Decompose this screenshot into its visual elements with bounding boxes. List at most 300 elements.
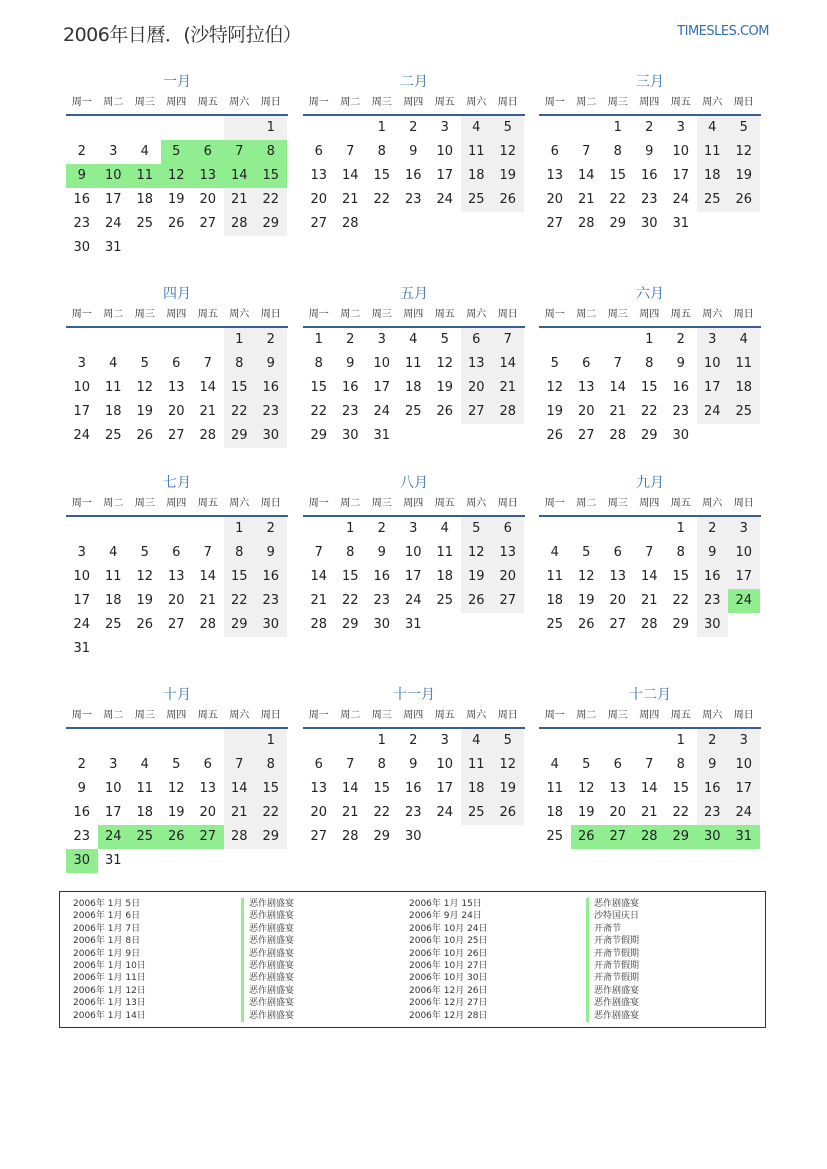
day-cell[interactable]: 8 [613, 144, 622, 159]
day-cell[interactable]: 25 [436, 593, 454, 608]
day-cell[interactable]: 7 [203, 545, 212, 560]
day-cell[interactable]: 19 [492, 164, 524, 188]
day-cell[interactable]: 11 [104, 569, 122, 584]
day-cell[interactable]: 14 [640, 781, 658, 796]
day-cell[interactable]: 28 [609, 428, 627, 443]
day-cell[interactable]: 31 [672, 216, 690, 231]
day-cell[interactable]: 7 [224, 140, 256, 164]
day-cell[interactable]: 27 [310, 829, 328, 844]
day-cell[interactable]: 6 [314, 144, 323, 159]
day-cell[interactable]: 4 [440, 521, 449, 536]
day-cell[interactable]: 8 [314, 356, 323, 371]
day-cell[interactable]: 12 [436, 356, 454, 371]
day-cell[interactable]: 14 [492, 352, 524, 376]
day-cell[interactable]: 18 [104, 593, 122, 608]
day-cell[interactable]: 7 [314, 545, 323, 560]
day-cell[interactable]: 10 [436, 757, 454, 772]
day-cell[interactable]: 13 [577, 380, 595, 395]
day-cell[interactable]: 30 [341, 428, 359, 443]
day-cell[interactable]: 10 [728, 541, 760, 565]
day-cell[interactable]: 17 [104, 192, 122, 207]
day-cell[interactable]: 20 [199, 805, 217, 820]
day-cell[interactable]: 9 [697, 541, 729, 565]
day-cell[interactable]: 29 [224, 424, 256, 448]
day-cell[interactable]: 7 [203, 356, 212, 371]
day-cell[interactable]: 4 [728, 328, 760, 352]
day-cell[interactable]: 19 [492, 777, 524, 801]
day-cell[interactable]: 23 [404, 805, 422, 820]
day-cell[interactable]: 14 [224, 164, 256, 188]
day-cell[interactable]: 8 [676, 545, 685, 560]
day-cell[interactable]: 18 [461, 777, 493, 801]
day-cell[interactable]: 3 [676, 120, 685, 135]
day-cell[interactable]: 12 [161, 164, 193, 188]
day-cell[interactable]: 6 [314, 757, 323, 772]
day-cell[interactable]: 4 [550, 545, 559, 560]
day-cell[interactable]: 25 [546, 617, 564, 632]
day-cell[interactable]: 19 [728, 164, 760, 188]
day-cell[interactable]: 13 [167, 569, 185, 584]
day-cell[interactable]: 23 [73, 829, 91, 844]
day-cell[interactable]: 24 [104, 216, 122, 231]
day-cell[interactable]: 8 [255, 753, 287, 777]
day-cell[interactable]: 15 [373, 781, 391, 796]
day-cell[interactable]: 22 [672, 593, 690, 608]
day-cell[interactable]: 3 [377, 332, 386, 347]
day-cell[interactable]: 23 [255, 589, 287, 613]
day-cell[interactable]: 7 [346, 144, 355, 159]
day-cell[interactable]: 5 [582, 545, 591, 560]
day-cell[interactable]: 13 [192, 164, 224, 188]
day-cell[interactable]: 21 [640, 805, 658, 820]
day-cell[interactable]: 7 [582, 144, 591, 159]
day-cell[interactable]: 2 [377, 521, 386, 536]
day-cell[interactable]: 15 [609, 168, 627, 183]
day-cell[interactable]: 9 [66, 164, 98, 188]
day-cell[interactable]: 5 [582, 757, 591, 772]
day-cell[interactable]: 22 [341, 593, 359, 608]
day-cell[interactable]: 26 [167, 216, 185, 231]
day-cell[interactable]: 7 [224, 753, 256, 777]
day-cell[interactable]: 27 [577, 428, 595, 443]
day-cell[interactable]: 1 [255, 729, 287, 753]
day-cell[interactable]: 27 [546, 216, 564, 231]
day-cell[interactable]: 22 [373, 192, 391, 207]
day-cell[interactable]: 14 [341, 168, 359, 183]
day-cell[interactable]: 27 [602, 825, 634, 849]
day-cell[interactable]: 5 [140, 545, 149, 560]
day-cell[interactable]: 25 [104, 617, 122, 632]
day-cell[interactable]: 7 [613, 356, 622, 371]
day-cell[interactable]: 30 [66, 849, 98, 873]
day-cell[interactable]: 26 [577, 617, 595, 632]
day-cell[interactable]: 2 [697, 729, 729, 753]
day-cell[interactable]: 1 [613, 120, 622, 135]
day-cell[interactable]: 16 [341, 380, 359, 395]
day-cell[interactable]: 23 [640, 192, 658, 207]
day-cell[interactable]: 8 [255, 140, 287, 164]
day-cell[interactable]: 27 [192, 825, 224, 849]
day-cell[interactable]: 29 [255, 212, 287, 236]
day-cell[interactable]: 13 [609, 781, 627, 796]
day-cell[interactable]: 20 [492, 565, 524, 589]
day-cell[interactable]: 1 [224, 328, 256, 352]
day-cell[interactable]: 20 [310, 192, 328, 207]
day-cell[interactable]: 21 [341, 192, 359, 207]
day-cell[interactable]: 28 [341, 829, 359, 844]
day-cell[interactable]: 20 [546, 192, 564, 207]
day-cell[interactable]: 27 [609, 617, 627, 632]
day-cell[interactable]: 19 [461, 565, 493, 589]
day-cell[interactable]: 17 [728, 777, 760, 801]
day-cell[interactable]: 16 [672, 380, 690, 395]
day-cell[interactable]: 1 [255, 116, 287, 140]
day-cell[interactable]: 23 [341, 404, 359, 419]
day-cell[interactable]: 25 [461, 188, 493, 212]
day-cell[interactable]: 21 [577, 192, 595, 207]
day-cell[interactable]: 10 [73, 380, 91, 395]
day-cell[interactable]: 11 [136, 781, 154, 796]
day-cell[interactable]: 21 [224, 801, 256, 825]
day-cell[interactable]: 26 [492, 801, 524, 825]
day-cell[interactable]: 12 [492, 753, 524, 777]
day-cell[interactable]: 28 [577, 216, 595, 231]
day-cell[interactable]: 30 [640, 216, 658, 231]
day-cell[interactable]: 2 [645, 120, 654, 135]
day-cell[interactable]: 4 [697, 116, 729, 140]
day-cell[interactable]: 9 [377, 545, 386, 560]
day-cell[interactable]: 25 [546, 829, 564, 844]
day-cell[interactable]: 19 [436, 380, 454, 395]
day-cell[interactable]: 1 [377, 120, 386, 135]
day-cell[interactable]: 6 [203, 757, 212, 772]
day-cell[interactable]: 24 [672, 192, 690, 207]
day-cell[interactable]: 13 [199, 781, 217, 796]
day-cell[interactable]: 21 [640, 593, 658, 608]
day-cell[interactable]: 25 [404, 404, 422, 419]
day-cell[interactable]: 5 [492, 729, 524, 753]
day-cell[interactable]: 16 [404, 168, 422, 183]
day-cell[interactable]: 26 [136, 428, 154, 443]
day-cell[interactable]: 8 [377, 144, 386, 159]
day-cell[interactable]: 14 [199, 380, 217, 395]
day-cell[interactable]: 17 [73, 404, 91, 419]
day-cell[interactable]: 3 [697, 328, 729, 352]
day-cell[interactable]: 1 [314, 332, 323, 347]
day-cell[interactable]: 15 [224, 565, 256, 589]
day-cell[interactable]: 25 [104, 428, 122, 443]
day-cell[interactable]: 23 [73, 216, 91, 231]
day-cell[interactable]: 14 [199, 569, 217, 584]
day-cell[interactable]: 3 [440, 120, 449, 135]
day-cell[interactable]: 12 [546, 380, 564, 395]
day-cell[interactable]: 4 [409, 332, 418, 347]
day-cell[interactable]: 15 [224, 376, 256, 400]
day-cell[interactable]: 12 [728, 140, 760, 164]
day-cell[interactable]: 24 [73, 617, 91, 632]
day-cell[interactable]: 9 [645, 144, 654, 159]
day-cell[interactable]: 3 [728, 517, 760, 541]
day-cell[interactable]: 21 [492, 376, 524, 400]
day-cell[interactable]: 5 [550, 356, 559, 371]
day-cell[interactable]: 24 [436, 192, 454, 207]
day-cell[interactable]: 9 [697, 753, 729, 777]
day-cell[interactable]: 30 [255, 613, 287, 637]
day-cell[interactable]: 12 [577, 781, 595, 796]
day-cell[interactable]: 29 [310, 428, 328, 443]
day-cell[interactable]: 10 [98, 164, 130, 188]
day-cell[interactable]: 24 [98, 825, 130, 849]
day-cell[interactable]: 30 [697, 613, 729, 637]
day-cell[interactable]: 18 [546, 593, 564, 608]
day-cell[interactable]: 2 [346, 332, 355, 347]
day-cell[interactable]: 3 [77, 545, 86, 560]
day-cell[interactable]: 13 [609, 569, 627, 584]
day-cell[interactable]: 19 [136, 404, 154, 419]
day-cell[interactable]: 22 [672, 805, 690, 820]
day-cell[interactable]: 30 [73, 240, 91, 255]
day-cell[interactable]: 5 [140, 356, 149, 371]
day-cell[interactable]: 29 [672, 617, 690, 632]
day-cell[interactable]: 2 [409, 733, 418, 748]
day-cell[interactable]: 17 [373, 380, 391, 395]
day-cell[interactable]: 19 [577, 805, 595, 820]
day-cell[interactable]: 10 [672, 144, 690, 159]
day-cell[interactable]: 18 [104, 404, 122, 419]
day-cell[interactable]: 16 [73, 192, 91, 207]
day-cell[interactable]: 21 [224, 188, 256, 212]
day-cell[interactable]: 18 [436, 569, 454, 584]
day-cell[interactable]: 27 [310, 216, 328, 231]
day-cell[interactable]: 29 [224, 613, 256, 637]
day-cell[interactable]: 16 [640, 168, 658, 183]
day-cell[interactable]: 20 [199, 192, 217, 207]
day-cell[interactable]: 5 [461, 517, 493, 541]
day-cell[interactable]: 27 [167, 617, 185, 632]
day-cell[interactable]: 13 [167, 380, 185, 395]
day-cell[interactable]: 31 [104, 240, 122, 255]
day-cell[interactable]: 15 [672, 781, 690, 796]
day-cell[interactable]: 2 [77, 144, 86, 159]
day-cell[interactable]: 15 [310, 380, 328, 395]
day-cell[interactable]: 5 [492, 116, 524, 140]
day-cell[interactable]: 10 [728, 753, 760, 777]
day-cell[interactable]: 29 [609, 216, 627, 231]
day-cell[interactable]: 6 [582, 356, 591, 371]
day-cell[interactable]: 27 [199, 216, 217, 231]
day-cell[interactable]: 8 [676, 757, 685, 772]
day-cell[interactable]: 6 [192, 140, 224, 164]
day-cell[interactable]: 8 [346, 545, 355, 560]
day-cell[interactable]: 8 [377, 757, 386, 772]
day-cell[interactable]: 19 [167, 805, 185, 820]
day-cell[interactable]: 13 [492, 541, 524, 565]
day-cell[interactable]: 24 [728, 801, 760, 825]
day-cell[interactable]: 13 [310, 168, 328, 183]
day-cell[interactable]: 4 [461, 729, 493, 753]
day-cell[interactable]: 11 [129, 164, 161, 188]
day-cell[interactable]: 16 [697, 777, 729, 801]
day-cell[interactable]: 9 [409, 144, 418, 159]
day-cell[interactable]: 20 [167, 404, 185, 419]
day-cell[interactable]: 17 [728, 565, 760, 589]
day-cell[interactable]: 30 [373, 617, 391, 632]
day-cell[interactable]: 16 [255, 565, 287, 589]
day-cell[interactable]: 11 [697, 140, 729, 164]
day-cell[interactable]: 28 [199, 617, 217, 632]
day-cell[interactable]: 8 [224, 352, 256, 376]
day-cell[interactable]: 18 [136, 192, 154, 207]
day-cell[interactable]: 18 [546, 805, 564, 820]
day-cell[interactable]: 11 [461, 140, 493, 164]
day-cell[interactable]: 26 [136, 617, 154, 632]
day-cell[interactable]: 6 [172, 356, 181, 371]
day-cell[interactable]: 18 [697, 164, 729, 188]
day-cell[interactable]: 30 [404, 829, 422, 844]
day-cell[interactable]: 29 [665, 825, 697, 849]
day-cell[interactable]: 3 [109, 757, 118, 772]
day-cell[interactable]: 10 [436, 144, 454, 159]
day-cell[interactable]: 22 [640, 404, 658, 419]
day-cell[interactable]: 26 [728, 188, 760, 212]
day-cell[interactable]: 7 [645, 545, 654, 560]
day-cell[interactable]: 23 [697, 801, 729, 825]
day-cell[interactable]: 10 [373, 356, 391, 371]
day-cell[interactable]: 11 [404, 356, 422, 371]
day-cell[interactable]: 18 [728, 376, 760, 400]
day-cell[interactable]: 1 [676, 521, 685, 536]
day-cell[interactable]: 1 [346, 521, 355, 536]
day-cell[interactable]: 8 [224, 541, 256, 565]
day-cell[interactable]: 4 [461, 116, 493, 140]
day-cell[interactable]: 4 [140, 144, 149, 159]
day-cell[interactable]: 25 [461, 801, 493, 825]
day-cell[interactable]: 24 [697, 400, 729, 424]
day-cell[interactable]: 14 [341, 781, 359, 796]
day-cell[interactable]: 16 [255, 376, 287, 400]
day-cell[interactable]: 21 [199, 593, 217, 608]
day-cell[interactable]: 16 [373, 569, 391, 584]
day-cell[interactable]: 28 [199, 428, 217, 443]
day-cell[interactable]: 3 [409, 521, 418, 536]
day-cell[interactable]: 14 [640, 569, 658, 584]
day-cell[interactable]: 2 [697, 517, 729, 541]
day-cell[interactable]: 5 [161, 140, 193, 164]
day-cell[interactable]: 16 [404, 781, 422, 796]
day-cell[interactable]: 30 [672, 428, 690, 443]
day-cell[interactable]: 18 [404, 380, 422, 395]
day-cell[interactable]: 21 [341, 805, 359, 820]
day-cell[interactable]: 29 [341, 617, 359, 632]
day-cell[interactable]: 16 [697, 565, 729, 589]
day-cell[interactable]: 17 [104, 805, 122, 820]
day-cell[interactable]: 14 [310, 569, 328, 584]
day-cell[interactable]: 11 [546, 569, 564, 584]
day-cell[interactable]: 6 [172, 545, 181, 560]
day-cell[interactable]: 28 [640, 617, 658, 632]
day-cell[interactable]: 24 [373, 404, 391, 419]
day-cell[interactable]: 19 [577, 593, 595, 608]
day-cell[interactable]: 4 [109, 545, 118, 560]
day-cell[interactable]: 14 [224, 777, 256, 801]
day-cell[interactable]: 1 [224, 517, 256, 541]
day-cell[interactable]: 4 [140, 757, 149, 772]
day-cell[interactable]: 10 [404, 545, 422, 560]
day-cell[interactable]: 30 [255, 424, 287, 448]
day-cell[interactable]: 9 [676, 356, 685, 371]
day-cell[interactable]: 15 [341, 569, 359, 584]
day-cell[interactable]: 11 [546, 781, 564, 796]
day-cell[interactable]: 31 [104, 853, 122, 868]
day-cell[interactable]: 28 [341, 216, 359, 231]
day-cell[interactable]: 23 [672, 404, 690, 419]
day-cell[interactable]: 17 [672, 168, 690, 183]
day-cell[interactable]: 28 [310, 617, 328, 632]
site-link[interactable]: TIMESLES.COM [677, 24, 769, 39]
day-cell[interactable]: 25 [728, 400, 760, 424]
day-cell[interactable]: 15 [672, 569, 690, 584]
day-cell[interactable]: 19 [136, 593, 154, 608]
day-cell[interactable]: 13 [546, 168, 564, 183]
day-cell[interactable]: 17 [697, 376, 729, 400]
day-cell[interactable]: 22 [255, 801, 287, 825]
day-cell[interactable]: 26 [161, 825, 193, 849]
day-cell[interactable]: 2 [77, 757, 86, 772]
day-cell[interactable]: 15 [255, 777, 287, 801]
day-cell[interactable]: 22 [310, 404, 328, 419]
day-cell[interactable]: 10 [73, 569, 91, 584]
day-cell[interactable]: 18 [461, 164, 493, 188]
day-cell[interactable]: 3 [109, 144, 118, 159]
day-cell[interactable]: 14 [609, 380, 627, 395]
day-cell[interactable]: 9 [77, 781, 86, 796]
day-cell[interactable]: 9 [255, 352, 287, 376]
day-cell[interactable]: 14 [577, 168, 595, 183]
day-cell[interactable]: 31 [404, 617, 422, 632]
day-cell[interactable]: 11 [728, 352, 760, 376]
day-cell[interactable]: 26 [461, 589, 493, 613]
day-cell[interactable]: 22 [255, 188, 287, 212]
day-cell[interactable]: 25 [697, 188, 729, 212]
day-cell[interactable]: 12 [136, 569, 154, 584]
day-cell[interactable]: 22 [224, 589, 256, 613]
day-cell[interactable]: 24 [436, 805, 454, 820]
day-cell[interactable]: 19 [546, 404, 564, 419]
day-cell[interactable]: 26 [492, 188, 524, 212]
day-cell[interactable]: 15 [373, 168, 391, 183]
day-cell[interactable]: 6 [550, 144, 559, 159]
day-cell[interactable]: 20 [609, 805, 627, 820]
day-cell[interactable]: 25 [136, 216, 154, 231]
day-cell[interactable]: 17 [404, 569, 422, 584]
day-cell[interactable]: 17 [436, 781, 454, 796]
day-cell[interactable]: 28 [224, 212, 256, 236]
day-cell[interactable]: 9 [255, 541, 287, 565]
day-cell[interactable]: 23 [373, 593, 391, 608]
day-cell[interactable]: 4 [109, 356, 118, 371]
day-cell[interactable]: 6 [613, 757, 622, 772]
day-cell[interactable]: 2 [676, 332, 685, 347]
day-cell[interactable]: 17 [436, 168, 454, 183]
day-cell[interactable]: 27 [167, 428, 185, 443]
day-cell[interactable]: 20 [609, 593, 627, 608]
day-cell[interactable]: 7 [492, 328, 524, 352]
day-cell[interactable]: 4 [550, 757, 559, 772]
day-cell[interactable]: 5 [728, 116, 760, 140]
day-cell[interactable]: 11 [104, 380, 122, 395]
day-cell[interactable]: 9 [409, 757, 418, 772]
day-cell[interactable]: 26 [571, 825, 603, 849]
